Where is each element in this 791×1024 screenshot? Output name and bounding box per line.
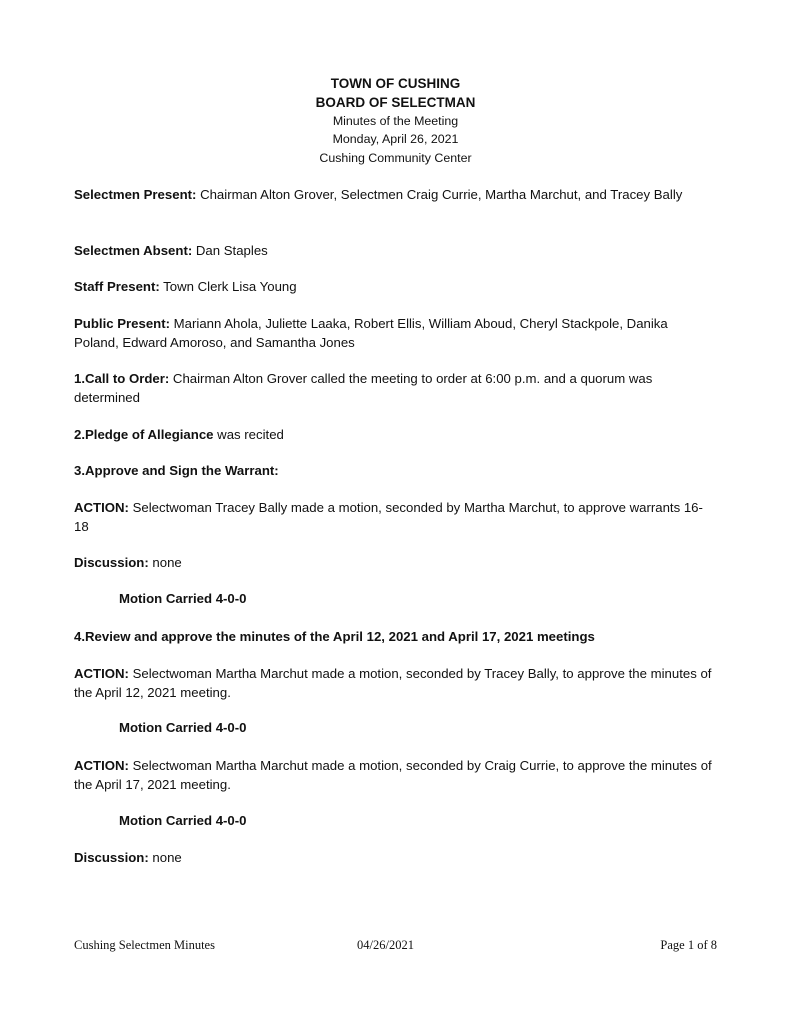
discussion-warrants	[74, 554, 714, 573]
document-subtitle: Minutes of the Meeting	[332, 114, 459, 128]
selectmen-present-label: Selectmen Present:	[74, 187, 197, 202]
discussion-text: none	[148, 555, 182, 570]
call-to-order	[74, 370, 714, 407]
selectmen-absent-text: Dan Staples	[192, 243, 268, 258]
staff-present	[74, 278, 714, 297]
motion-carried-warrants: Motion Carried 4-0-0	[119, 591, 247, 606]
meeting-date: Monday, April 26, 2021	[332, 132, 459, 146]
discussion-minutes	[74, 849, 714, 868]
call-to-order-text: Chairman Alton Grover called the meeting to order at 6:00 p.m. and a quorum was determined	[74, 371, 653, 405]
pledge-text: was recited	[213, 427, 284, 442]
document-title-board: BOARD OF SELECTMAN	[315, 95, 476, 110]
selectmen-absent	[74, 242, 714, 261]
discussion-text: none	[148, 850, 182, 865]
action-warrants	[74, 499, 714, 536]
warrant-heading: 3.Approve and Sign the Warrant:	[74, 463, 279, 478]
selectmen-absent-label: Selectmen Absent:	[74, 243, 193, 258]
staff-present-text: Town Clerk Lisa Young	[159, 279, 297, 294]
public-present-label: Public Present:	[74, 316, 171, 331]
footer-date: 04/26/2021	[357, 938, 414, 952]
public-present-text: Mariann Ahola, Juliette Laaka, Robert Ellis, William Aboud, Cheryl Stackpole, Danika Poland, Edward Amoroso, and Samantha Jones	[74, 316, 668, 350]
action-minutes-april-17	[74, 757, 714, 794]
meeting-location: Cushing Community Center	[319, 151, 472, 165]
document-title-town: TOWN OF CUSHING	[330, 76, 461, 91]
action-text: Selectwoman Tracey Bally made a motion, seconded by Martha Marchut, to approve warrants 16-18	[74, 500, 703, 534]
selectmen-present	[74, 186, 714, 205]
footer-page-number: Page 1 of 8	[660, 938, 717, 952]
call-to-order-label: 1.Call to Order:	[74, 371, 170, 386]
pledge-label: 2.Pledge of Allegiance	[74, 427, 214, 442]
discussion-label: Discussion:	[74, 850, 149, 865]
action-text: Selectwoman Martha Marchut made a motion, seconded by Craig Currie, to approve the minutes of the April 17, 2021 meeting.	[74, 758, 712, 792]
footer-document-name: Cushing Selectmen Minutes	[74, 938, 215, 952]
staff-present-label: Staff Present:	[74, 279, 160, 294]
action-label: ACTION:	[74, 666, 129, 681]
action-minutes-april-12	[74, 665, 714, 702]
minutes-heading: 4.Review and approve the minutes of the April 12, 2021 and April 17, 2021 meetings	[74, 629, 595, 644]
selectmen-present-text: Chairman Alton Grover, Selectmen Craig Currie, Martha Marchut, and Tracey Bally	[196, 187, 683, 202]
action-label: ACTION:	[74, 500, 129, 515]
action-text: Selectwoman Martha Marchut made a motion, seconded by Tracey Bally, to approve the minutes of the April 12, 2021 meeting.	[74, 666, 712, 700]
discussion-label: Discussion:	[74, 555, 149, 570]
action-label: ACTION:	[74, 758, 129, 773]
motion-carried-april-17: Motion Carried 4-0-0	[119, 813, 247, 828]
motion-carried-april-12: Motion Carried 4-0-0	[119, 720, 247, 735]
public-present	[74, 315, 714, 352]
pledge-of-allegiance	[74, 426, 714, 445]
